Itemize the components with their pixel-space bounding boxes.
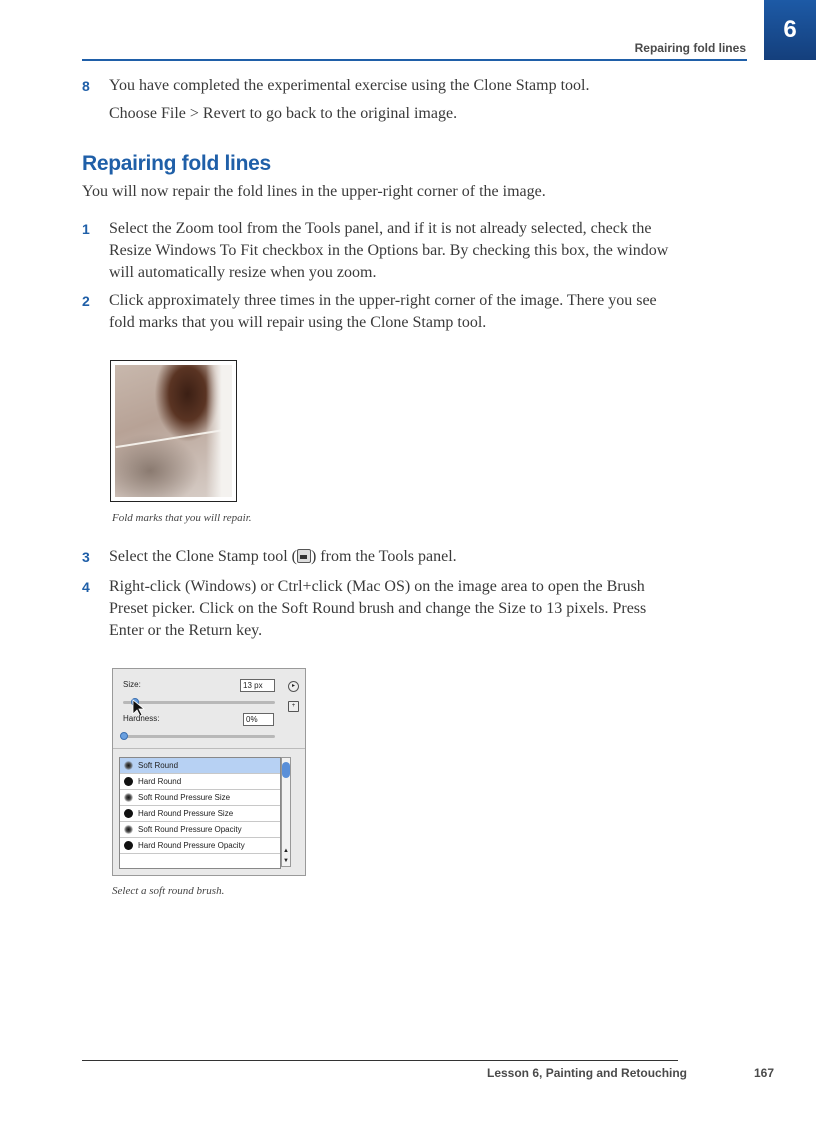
- step-number: 1: [82, 221, 90, 237]
- header-rule: [82, 59, 747, 61]
- page-number: 167: [754, 1066, 775, 1080]
- panel-menu-icon[interactable]: ▸: [288, 681, 299, 692]
- hardness-label: Hardness:: [123, 714, 160, 723]
- step-number: 2: [82, 293, 90, 309]
- clone-stamp-icon: [297, 549, 311, 563]
- brush-label: Hard Round Pressure Size: [138, 809, 234, 818]
- figure-1-caption: Fold marks that you will repair.: [112, 512, 252, 524]
- brush-item-hard-round[interactable]: [120, 774, 280, 790]
- brush-label: Soft Round Pressure Size: [138, 793, 231, 802]
- step-8-followup: Choose File > Revert to go back to the original image.: [109, 105, 458, 122]
- hard-brush-icon: [124, 809, 133, 818]
- step-number: 8: [82, 78, 90, 94]
- step-text: Right-click (Windows) or Ctrl+click (Mac OS) on the image area to open the Brush Preset picker. Click on the Soft Round brush and change the Size to 13 pixels. Press Enter or the Return key.: [109, 578, 647, 639]
- brush-item-soft-round-pressure-opacity[interactable]: [120, 822, 280, 838]
- scroll-up-icon[interactable]: ▲: [283, 848, 289, 854]
- brush-label: Hard Round Pressure Opacity: [138, 841, 245, 850]
- brush-preset-picker: [112, 668, 306, 876]
- step-number: 4: [82, 579, 90, 595]
- panel-divider: [113, 748, 305, 749]
- running-head: Repairing fold lines: [634, 41, 746, 55]
- step-text: [109, 546, 682, 568]
- brush-list-scrollbar[interactable]: [281, 757, 291, 867]
- size-label: Size:: [123, 680, 141, 689]
- save-preset-icon[interactable]: +: [288, 701, 299, 712]
- step-3-text-before: Select the Clone Stamp tool (: [109, 548, 297, 565]
- chapter-tab: 6: [764, 0, 816, 60]
- brush-label: Hard Round: [138, 777, 182, 786]
- hardness-slider[interactable]: [123, 735, 275, 738]
- brush-label: Soft Round: [138, 761, 179, 770]
- hardness-input[interactable]: 0%: [243, 713, 274, 726]
- hard-brush-icon: [124, 841, 133, 850]
- image-corner: [206, 365, 232, 497]
- figure-2-caption: Select a soft round brush.: [112, 885, 225, 897]
- fold-marks-figure: [110, 360, 237, 502]
- step-3: [82, 546, 682, 568]
- step-text: Click approximately three times in the upper-right corner of the image. There you see fold marks that you will repair using the Clone Stamp tool.: [109, 292, 657, 331]
- brush-label: Soft Round Pressure Opacity: [138, 825, 242, 834]
- fold-marks-image: [115, 365, 232, 497]
- step-8: [82, 75, 682, 97]
- section-heading: Repairing fold lines: [82, 152, 271, 175]
- hardness-slider-knob[interactable]: [120, 732, 128, 740]
- step-number: 3: [82, 549, 90, 565]
- section-intro: You will now repair the fold lines in the upper-right corner of the image.: [82, 183, 546, 200]
- footer-rule: [82, 1060, 678, 1061]
- soft-brush-icon: [124, 761, 133, 770]
- step-text: You have completed the experimental exercise using the Clone Stamp tool.: [109, 77, 590, 94]
- brush-list: [119, 757, 281, 869]
- soft-brush-icon: [124, 825, 133, 834]
- size-input[interactable]: 13 px: [240, 679, 275, 692]
- brush-item-soft-round[interactable]: [120, 758, 280, 774]
- brush-item-soft-round-pressure-size[interactable]: [120, 790, 280, 806]
- step-4: [82, 576, 682, 642]
- scrollbar-thumb[interactable]: [282, 762, 290, 778]
- brush-item-hard-round-pressure-opacity[interactable]: [120, 838, 280, 854]
- hard-brush-icon: [124, 777, 133, 786]
- step-2: [82, 290, 682, 334]
- soft-brush-icon: [124, 793, 133, 802]
- step-1: [82, 218, 682, 284]
- brush-item-hard-round-pressure-size[interactable]: [120, 806, 280, 822]
- scroll-down-icon[interactable]: ▼: [283, 858, 289, 864]
- footer-lesson-title: Lesson 6, Painting and Retouching: [487, 1066, 688, 1080]
- step-text: Select the Zoom tool from the Tools panel, and if it is not already selected, check the Resize Windows To Fit checkbox in the Options bar. By checking this box, the window will automatically resize when you zoom.: [109, 220, 669, 281]
- step-3-text-after: ) from the Tools panel.: [310, 548, 457, 565]
